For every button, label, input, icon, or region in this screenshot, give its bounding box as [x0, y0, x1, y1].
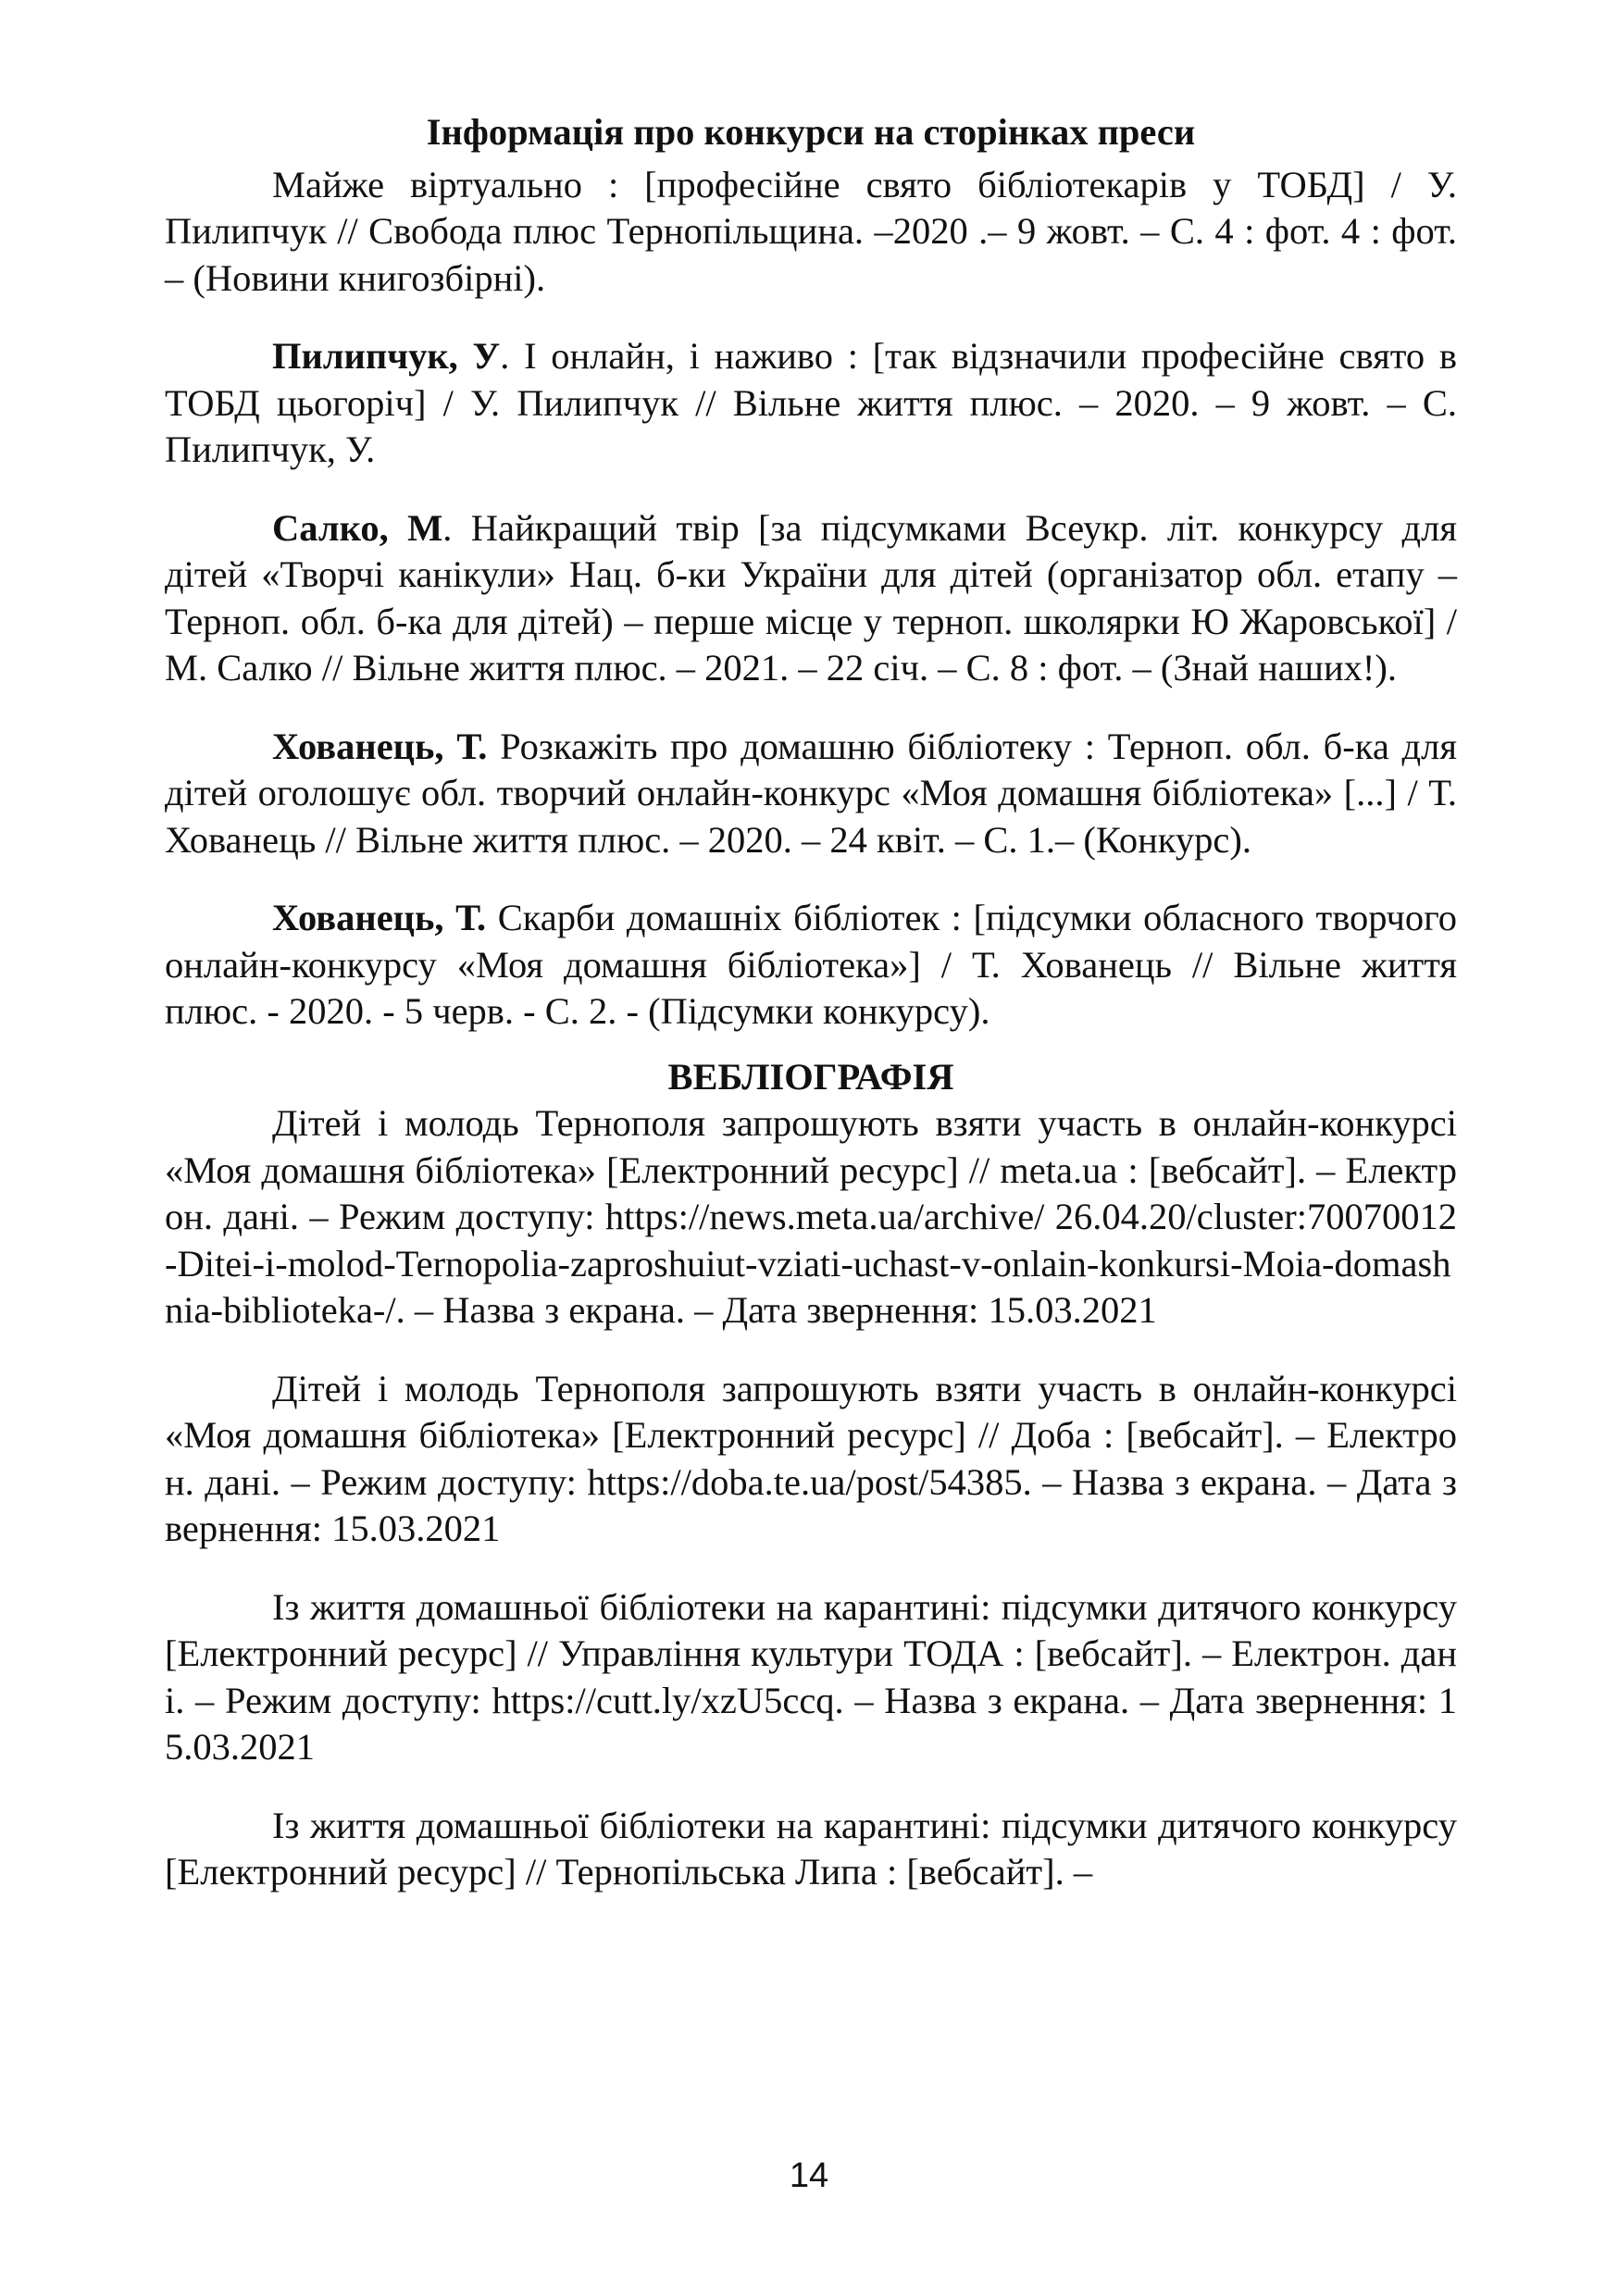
entry-text: Розкажіть про домашню бібліотеку : Терноп. обл. б-ка для дітей оголошує обл. творчий онлайн-конкурс «Моя домашня бібліотека» [...] / Т. Хованець // Вільне життя плюс. – 2020. – 24 квіт. – С. 1.– (Конкурс).: [165, 725, 1457, 861]
section-heading-webliography: ВЕБЛІОГРАФІЯ: [667, 1055, 954, 1098]
press-entry: [165, 162, 1457, 303]
entry-text: . І онлайн, і наживо : [так відзначили професійне свято в ТОБД цьогоріч] / У. Пилипчук // Вільне життя плюс. – 2020. – 9 жовт. – С. Пилипчук, У.: [165, 335, 1457, 470]
web-entry: Дітей і молодь Тернополя запрошують взяти участь в онлайн-конкурсі «Моя домашня бібліотека» [Електронний ресурс] // Доба : [вебсайт]. – Електрон. дані. – Режим доступу: https://doba.te.ua/post/54385. – Назва з екрана. – Дата звернення: 15.03.2021: [165, 1367, 1457, 1549]
section-heading-press: Інформація про конкурси на сторінках преси: [426, 111, 1196, 153]
entry-author: Пилипчук, У: [272, 335, 501, 377]
press-entry: [165, 724, 1457, 864]
entry-text: . Найкращий твір [за підсумками Всеукр. літ. конкурсу для дітей «Творчі канікули» Нац. б-ки України для дітей (організатор обл. етапу – Терноп. обл. б-ка для дітей) – перше місце у терноп. школярки Ю Жаровської] / М. Салко // Вільне життя плюс. – 2021. – 22 січ. – С. 8 : фот. – (Знай наших!).: [165, 506, 1457, 689]
press-entry: [165, 895, 1457, 1036]
press-entry: [165, 333, 1457, 474]
entry-author: Хованець, Т.: [272, 897, 487, 938]
page-number: 14: [789, 2156, 829, 2195]
page-content: [165, 109, 1457, 1928]
web-entry: Із життя домашньої бібліотеки на карантині: підсумки дитячого конкурсу [Електронний ресурс] // Тернопільська Липа : [вебсайт]. –: [165, 1804, 1457, 1893]
entry-author: Салко, М: [272, 506, 443, 549]
web-entry: Із життя домашньої бібліотеки на карантині: підсумки дитячого конкурсу [Електронний ресурс] // Управління культури ТОДА : [вебсайт]. – Електрон. дані. – Режим доступу: https://cutt.ly/xzU5ccq. – Назва з екрана. – Дата звернення: 15.03.2021: [165, 1585, 1457, 1768]
press-entry: [165, 505, 1457, 692]
entry-author: Хованець, Т.: [272, 725, 488, 767]
web-entry: Дітей і молодь Тернополя запрошують взяти участь в онлайн-конкурсі «Моя домашня бібліотека» [Електронний ресурс] // meta.ua : [вебсайт]. – Електрон. дані. – Режим доступу: https://news.meta.ua/archive/ 26.04.20/cluster:70070012-Ditei-i-molod-Ternopolia-zaproshuiut-vziati-uchast-v-onlain-konkursi-Moia-domashnia-biblioteka-/. – Назва з екрана. – Дата звернення: 15.03.2021: [165, 1102, 1457, 1331]
entry-text: Скарби домашніх бібліотек : [підсумки обласного творчого онлайн-конкурсу «Моя домашня бібліотека»] / Т. Хованець // Вільне життя плюс. - 2020. - 5 черв. - С. 2. - (Підсумки конкурсу).: [165, 897, 1458, 1032]
entry-text: Майже віртуально : [професійне свято бібліотекарів у ТОБД] / У. Пилипчук // Свобода плюс Тернопільщина. –2020 .– 9 жовт. – С. 4 : фот. 4 : фот. – (Новини книгозбірні).: [165, 163, 1457, 299]
